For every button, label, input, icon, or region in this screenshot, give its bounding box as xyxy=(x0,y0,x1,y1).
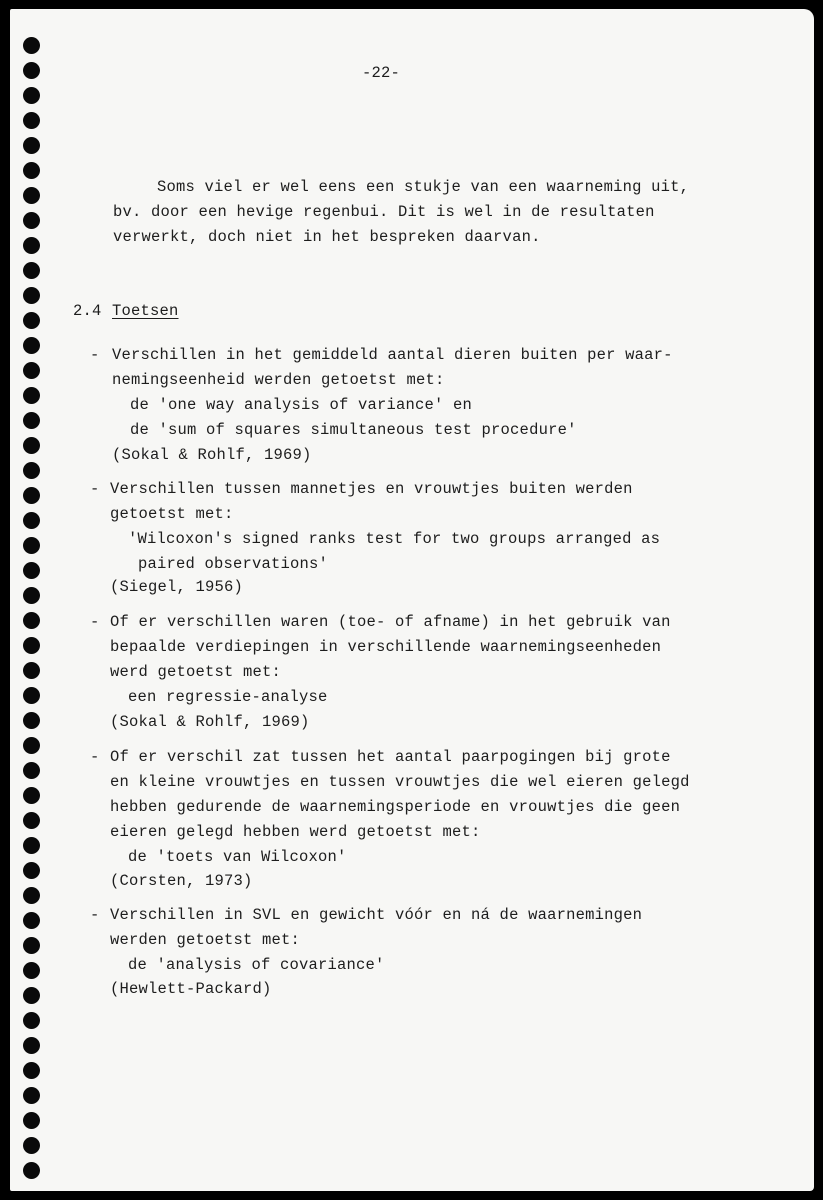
bullet-dash: - xyxy=(90,346,100,364)
item-line: Verschillen tussen mannetjes en vrouwtjes buiten werden xyxy=(110,480,633,498)
item-line: nemingseenheid werden getoetst met: xyxy=(112,371,445,389)
item-line: en kleine vrouwtjes en tussen vrouwtjes die wel eieren gelegd xyxy=(110,773,690,791)
citation: (Corsten, 1973) xyxy=(110,872,253,890)
binding-hole xyxy=(23,162,40,179)
binding-hole xyxy=(23,1137,40,1154)
item-line: de 'analysis of covariance' xyxy=(128,956,385,974)
item-line: Of er verschillen waren (toe- of afname) in het gebruik van xyxy=(110,613,671,631)
binding-hole xyxy=(23,537,40,554)
item-line: bepaalde verdiepingen in verschillende waarnemingseenheden xyxy=(110,638,662,656)
citation: (Siegel, 1956) xyxy=(110,578,244,596)
binding-hole xyxy=(23,1062,40,1079)
binding-hole xyxy=(23,662,40,679)
citation: (Hewlett-Packard) xyxy=(110,980,272,998)
binding-hole xyxy=(23,312,40,329)
bullet-dash: - xyxy=(90,480,100,498)
item-line: een regressie-analyse xyxy=(128,688,328,706)
binding-hole xyxy=(23,412,40,429)
item-line: hebben gedurende de waarnemingsperiode en vrouwtjes die geen xyxy=(110,798,681,816)
item-line: werden getoetst met: xyxy=(110,931,301,949)
binding-hole xyxy=(23,37,40,54)
binding-hole xyxy=(23,1162,40,1179)
binding-hole xyxy=(23,137,40,154)
intro-line: Soms viel er wel eens een stukje van een waarneming uit, xyxy=(157,178,690,196)
binding-hole xyxy=(23,237,40,254)
item-line: de 'sum of squares simultaneous test procedure' xyxy=(130,421,577,439)
binding-hole xyxy=(23,712,40,729)
bullet-dash: - xyxy=(90,748,100,766)
binding-hole xyxy=(23,562,40,579)
binding-hole xyxy=(23,1037,40,1054)
section-title: Toetsen xyxy=(112,302,179,320)
item-line: 'Wilcoxon's signed ranks test for two groups arranged as xyxy=(128,530,661,548)
item-line: Of er verschil zat tussen het aantal paarpogingen bij grote xyxy=(110,748,671,766)
binding-hole xyxy=(23,862,40,879)
document-page xyxy=(10,9,814,1191)
binding-hole xyxy=(23,637,40,654)
binding-hole xyxy=(23,187,40,204)
binding-hole xyxy=(23,962,40,979)
binding-hole xyxy=(23,1012,40,1029)
citation: (Sokal & Rohlf, 1969) xyxy=(110,713,310,731)
binding-hole xyxy=(23,212,40,229)
binding-hole xyxy=(23,912,40,929)
item-line: paired observations' xyxy=(138,555,329,573)
binding-hole xyxy=(23,87,40,104)
binding-hole xyxy=(23,287,40,304)
item-line: de 'one way analysis of variance' en xyxy=(130,396,473,414)
binding-hole xyxy=(23,812,40,829)
binding-hole xyxy=(23,762,40,779)
section-number: 2.4 xyxy=(73,302,102,320)
item-line: de 'toets van Wilcoxon' xyxy=(128,848,347,866)
binding-hole xyxy=(23,787,40,804)
binding-hole xyxy=(23,337,40,354)
binding-hole xyxy=(23,987,40,1004)
binding-hole xyxy=(23,362,40,379)
item-line: Verschillen in SVL en gewicht vóór en ná de waarnemingen xyxy=(110,906,643,924)
item-line: getoetst met: xyxy=(110,505,234,523)
binding-hole xyxy=(23,512,40,529)
binding-hole xyxy=(23,112,40,129)
binding-hole xyxy=(23,837,40,854)
item-line: Verschillen in het gemiddeld aantal dieren buiten per waar- xyxy=(112,346,673,364)
binding-hole xyxy=(23,437,40,454)
item-line: eieren gelegd hebben werd getoetst met: xyxy=(110,823,481,841)
binding-hole xyxy=(23,262,40,279)
binding-hole xyxy=(23,687,40,704)
page-number: -22- xyxy=(362,64,401,82)
bullet-dash: - xyxy=(90,613,100,631)
binding-hole xyxy=(23,887,40,904)
binding-hole xyxy=(23,612,40,629)
binding-hole xyxy=(23,387,40,404)
intro-line: bv. door een hevige regenbui. Dit is wel in de resultaten xyxy=(113,203,655,221)
binding-hole xyxy=(23,587,40,604)
binding-hole xyxy=(23,462,40,479)
binding-hole xyxy=(23,62,40,79)
intro-line: verwerkt, doch niet in het bespreken daarvan. xyxy=(113,228,541,246)
item-line: werd getoetst met: xyxy=(110,663,282,681)
binding-hole xyxy=(23,487,40,504)
bullet-dash: - xyxy=(90,906,100,924)
binding-hole xyxy=(23,937,40,954)
binding-hole xyxy=(23,1112,40,1129)
binding-hole xyxy=(23,737,40,754)
binding-hole xyxy=(23,1087,40,1104)
citation: (Sokal & Rohlf, 1969) xyxy=(112,446,312,464)
